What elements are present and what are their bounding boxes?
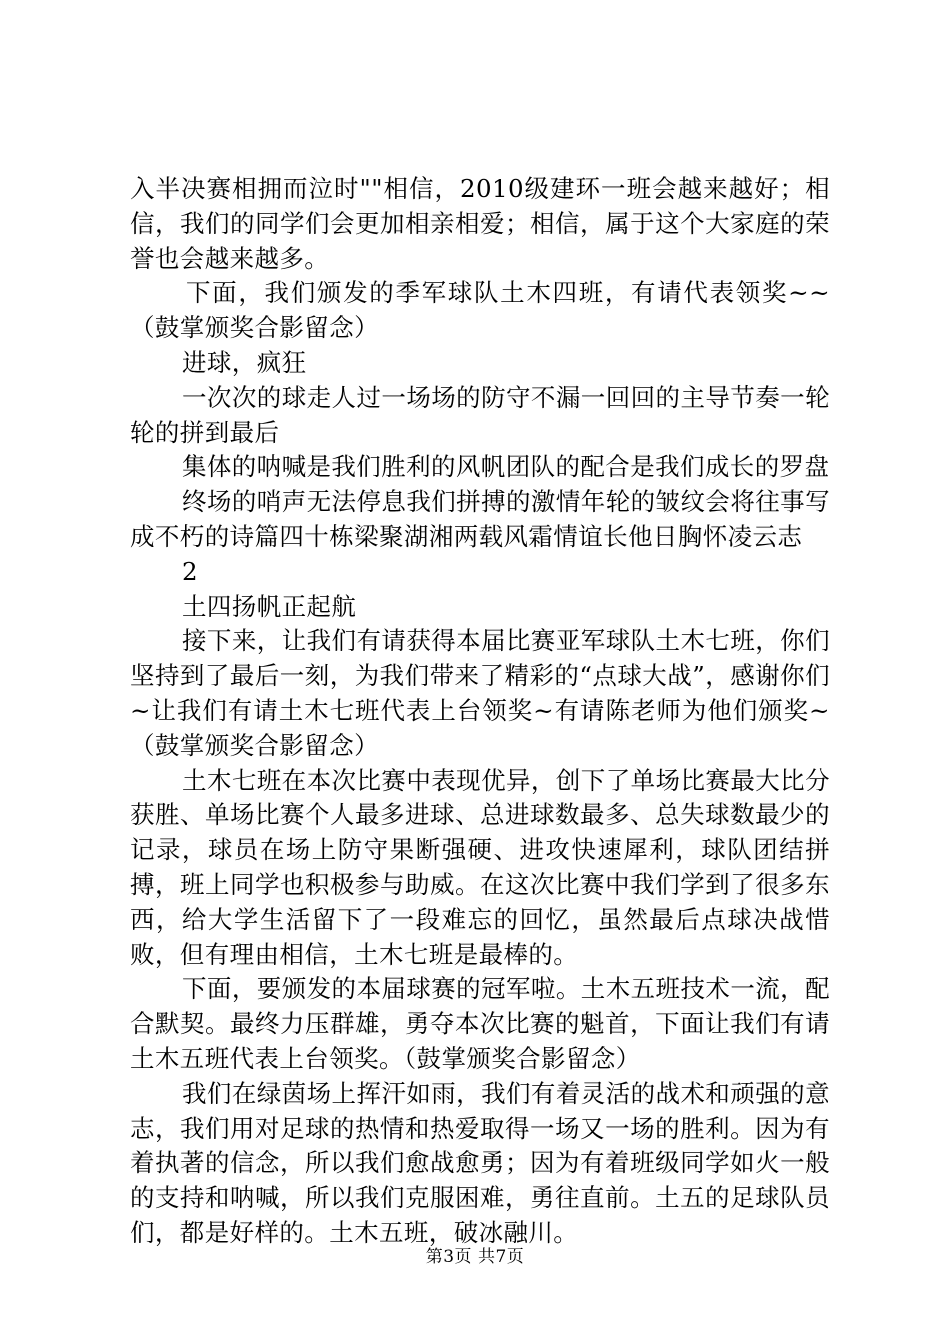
page-footer: 第3页 共7页 xyxy=(425,1247,525,1267)
document-body xyxy=(130,172,830,1251)
paragraph-12: 我们在绿茵场上挥汗如雨，我们有着灵活的战术和顽强的意志，我们用对足球的热情和热爱取得一场又一场的胜利。因为有着执著的信念，所以我们愈战愈勇；因为有着班级同学如火一般的支持和呐喊，所以我们克服困难，勇往直前。土五的足球队员们，都是好样的。土木五班，破冰融川。 xyxy=(130,1078,830,1247)
paragraph-3: 进球，疯狂 xyxy=(182,347,307,377)
paragraph-10: 土木七班在本次比赛中表现优异，创下了单场比赛最大比分获胜、单场比赛个人最多进球、总进球数最多、总失球数最少的记录，球员在场上防守果断强硬、进攻快速犀利，球队团结拼搏，班上同学也积极参与助威。在这次比赛中我们学到了很多东西，给大学生活留下了一段难忘的回忆，虽然最后点球决战惜败，但有理由相信，土木七班是最棒的。 xyxy=(130,765,830,969)
paragraph-11: 下面，要颁发的本届球赛的冠军啦。土木五班技术一流，配合默契。最终力压群雄，勇夺本次比赛的魁首，下面让我们有请土木五班代表上台领奖。（鼓掌颁奖合影留念） xyxy=(130,974,830,1073)
paragraph-9: 接下来，让我们有请获得本届比赛亚军球队土木七班，你们坚持到了最后一刻，为我们带来了精彩的“点球大战”，感谢你们~让我们有请土木七班代表上台领奖~有请陈老师为他们颁奖~（鼓掌颁奖合影留念） xyxy=(130,626,830,760)
paragraph-1: 入半决赛相拥而泣时""相信，2010级建环一班会越来越好；相信，我们的同学们会更加相亲相爱；相信，属于这个大家庭的荣誉也会越来越多。 xyxy=(130,174,830,273)
paragraph-2: 下面，我们颁发的季军球队土木四班，有请代表领奖~~（鼓掌颁奖合影留念） xyxy=(130,278,830,343)
paragraph-6: 终场的哨声无法停息我们拼搏的激情年轮的皱纹会将往事写成不朽的诗篇四十栋梁聚湖湘两载风霜情谊长他日胸怀凌云志 xyxy=(130,487,830,551)
paragraph-4: 一次次的球走人过一场场的防守不漏一回回的主导节奏一轮轮的拼到最后 xyxy=(130,382,830,447)
paragraph-5: 集体的呐喊是我们胜利的风帆团队的配合是我们成长的罗盘 xyxy=(182,452,830,482)
paragraph-7: 2 xyxy=(182,556,198,586)
paragraph-8: 土四扬帆正起航 xyxy=(182,591,357,621)
